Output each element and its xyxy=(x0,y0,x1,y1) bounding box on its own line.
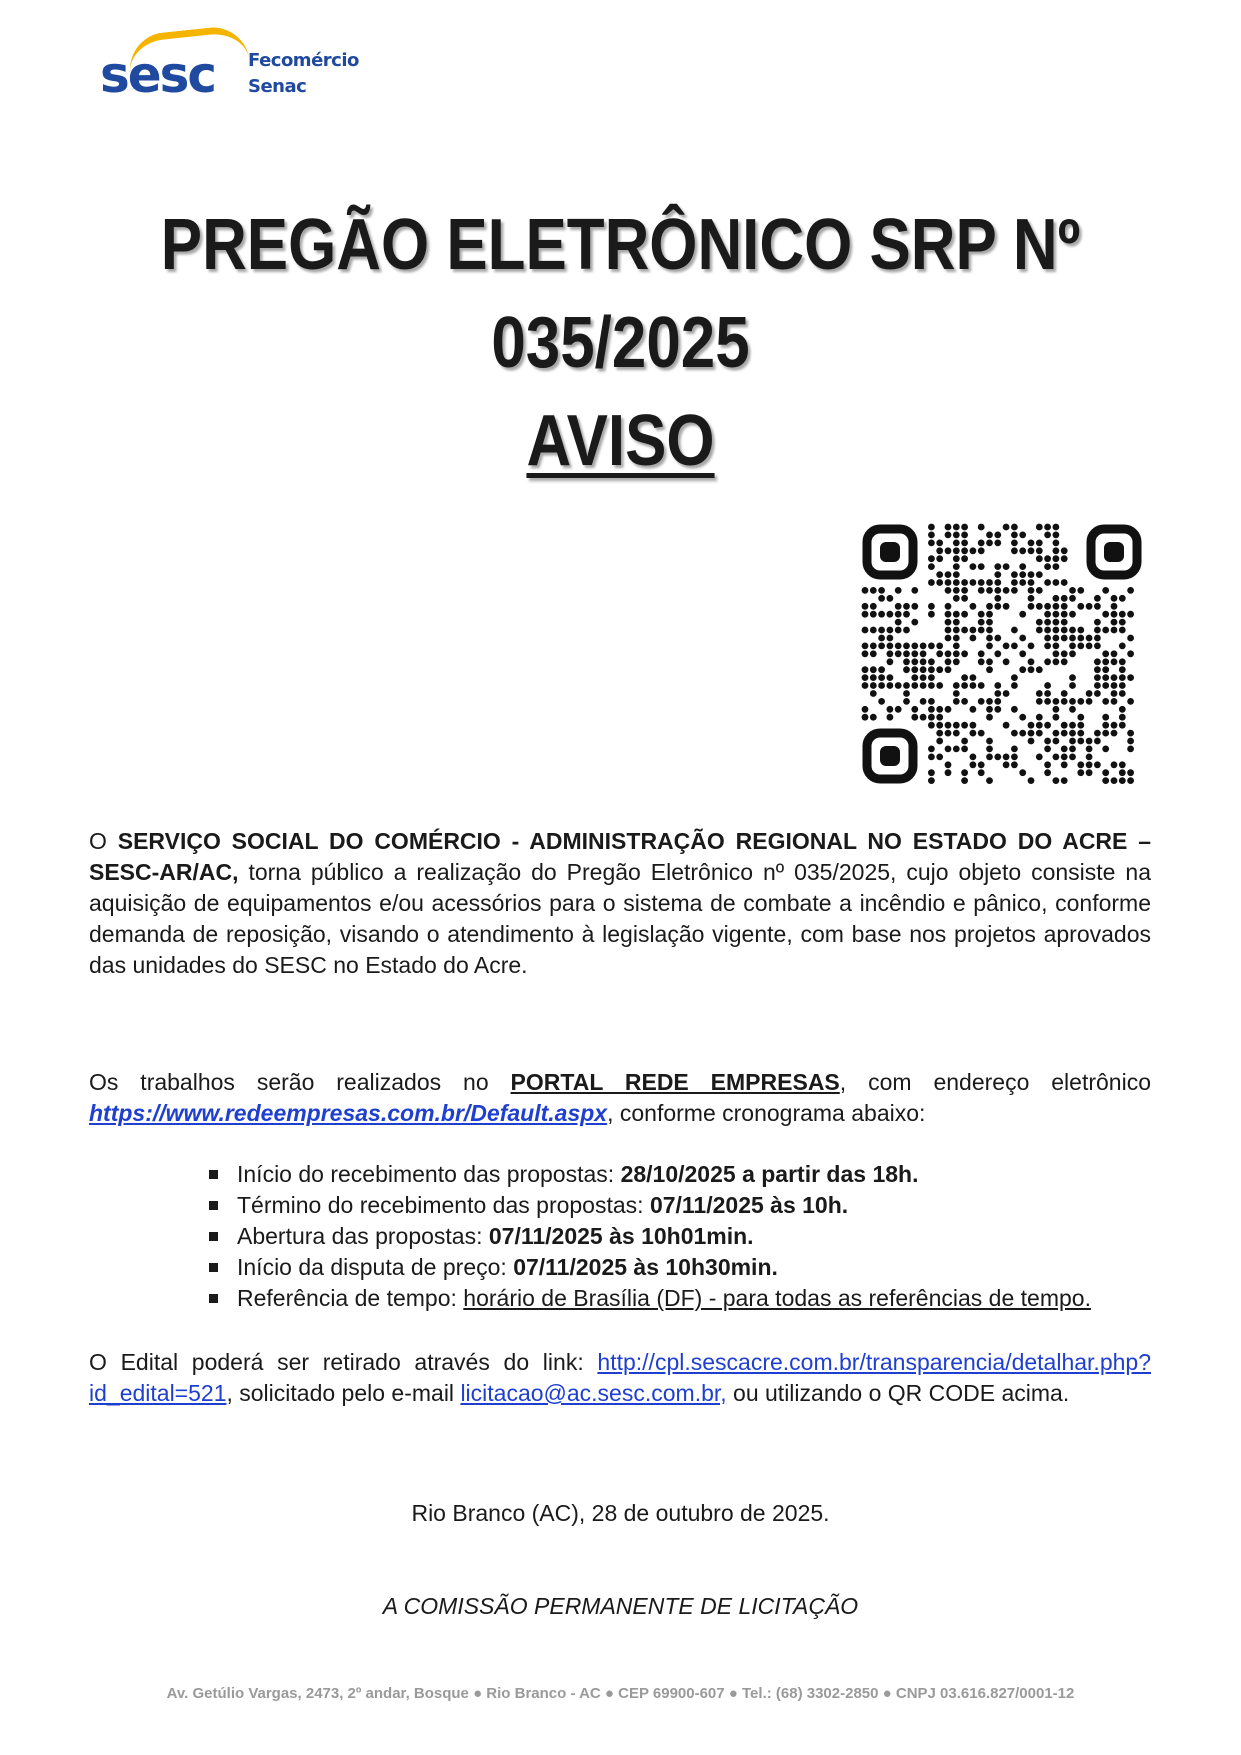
edital-suffix: ou utilizando o QR CODE acima. xyxy=(726,1380,1070,1406)
logo-brand: sesc xyxy=(100,46,216,104)
logo-line1: Fecomércio xyxy=(248,50,359,71)
schedule-value: 28/10/2025 a partir das 18h. xyxy=(620,1161,919,1187)
edital-prefix: O Edital poderá ser retirado através do link: xyxy=(89,1349,598,1375)
qr-code-icon[interactable] xyxy=(861,523,1143,785)
schedule-value: 07/11/2025 às 10h. xyxy=(649,1192,849,1218)
intro-entity: SERVIÇO SOCIAL DO COMÉRCIO - ADMINISTRAÇÃO REGIONAL NO ESTADO DO ACRE – SESC-AR/AC, xyxy=(89,828,1152,885)
list-item xyxy=(207,1252,1107,1283)
schedule-value: 07/11/2025 às 10h30min. xyxy=(513,1254,778,1280)
signature: A COMISSÃO PERMANENTE DE LICITAÇÃO xyxy=(382,1593,859,1619)
schedule-label: Referência de tempo: xyxy=(237,1285,464,1311)
intro-text: torna público a realização do Pregão Eletrônico nº 035/2025, cujo objeto consiste na aquisição de equipamentos e/ou acessórios para o sistema de combate a incêndio e pânico, conforme demanda de reposição, visando o atendimento à legislação vigente, com base nos projetos aprovados das unidades do SESC no Estado do Acre. xyxy=(89,859,1151,978)
edital-paragraph xyxy=(89,1347,1151,1409)
schedule-value: horário de Brasília (DF) - para todas as referências de tempo. xyxy=(463,1285,1091,1311)
edital-url-link[interactable]: http://cpl.sescacre.com.br/transparencia/detalhar.php?id_edital=521 xyxy=(89,1349,1151,1406)
list-item xyxy=(207,1221,1107,1252)
portal-name: PORTAL REDE EMPRESAS xyxy=(510,1069,840,1095)
title-line2: 035/2025 xyxy=(491,303,750,383)
date-line: Rio Branco (AC), 28 de outubro de 2025. xyxy=(411,1500,830,1526)
list-item xyxy=(207,1159,1107,1190)
logo-line2: Senac xyxy=(248,76,307,97)
intro-paragraph xyxy=(89,826,1151,981)
schedule-label: Abertura das propostas: xyxy=(237,1223,489,1249)
list-item xyxy=(207,1283,1107,1314)
page-title xyxy=(87,196,1154,490)
email-link[interactable]: licitacao@ac.sesc.com.br, xyxy=(460,1380,727,1406)
portal-paragraph xyxy=(89,1067,1151,1129)
list-item xyxy=(207,1190,1107,1221)
title-line1: PREGÃO ELETRÔNICO SRP Nº xyxy=(160,205,1081,285)
edital-middle: , solicitado pelo e-mail xyxy=(226,1380,461,1406)
schedule-label: Término do recebimento das propostas: xyxy=(237,1192,650,1218)
intro-prefix: O xyxy=(89,828,118,854)
portal-url-link[interactable]: https://www.redeempresas.com.br/Default.aspx xyxy=(89,1100,608,1126)
portal-suffix: , conforme cronograma abaixo: xyxy=(607,1100,926,1126)
title-line3: AVISO xyxy=(526,401,715,481)
schedule-label: Início do recebimento das propostas: xyxy=(237,1161,621,1187)
schedule-list xyxy=(207,1159,1107,1314)
schedule-label: Início da disputa de preço: xyxy=(237,1254,514,1280)
portal-prefix: Os trabalhos serão realizados no xyxy=(89,1069,511,1095)
schedule-value: 07/11/2025 às 10h01min. xyxy=(488,1223,754,1249)
footer-address: Av. Getúlio Vargas, 2473, 2º andar, Bosque ● Rio Branco - AC ● CEP 69900-607 ● Tel.: (68) 3302-2850 ● CNPJ 03.616.827/0001-12 xyxy=(166,1685,1075,1702)
portal-middle: , com endereço eletrônico xyxy=(839,1069,1151,1095)
logo-subtitle xyxy=(248,48,359,100)
sesc-logo xyxy=(100,28,380,108)
